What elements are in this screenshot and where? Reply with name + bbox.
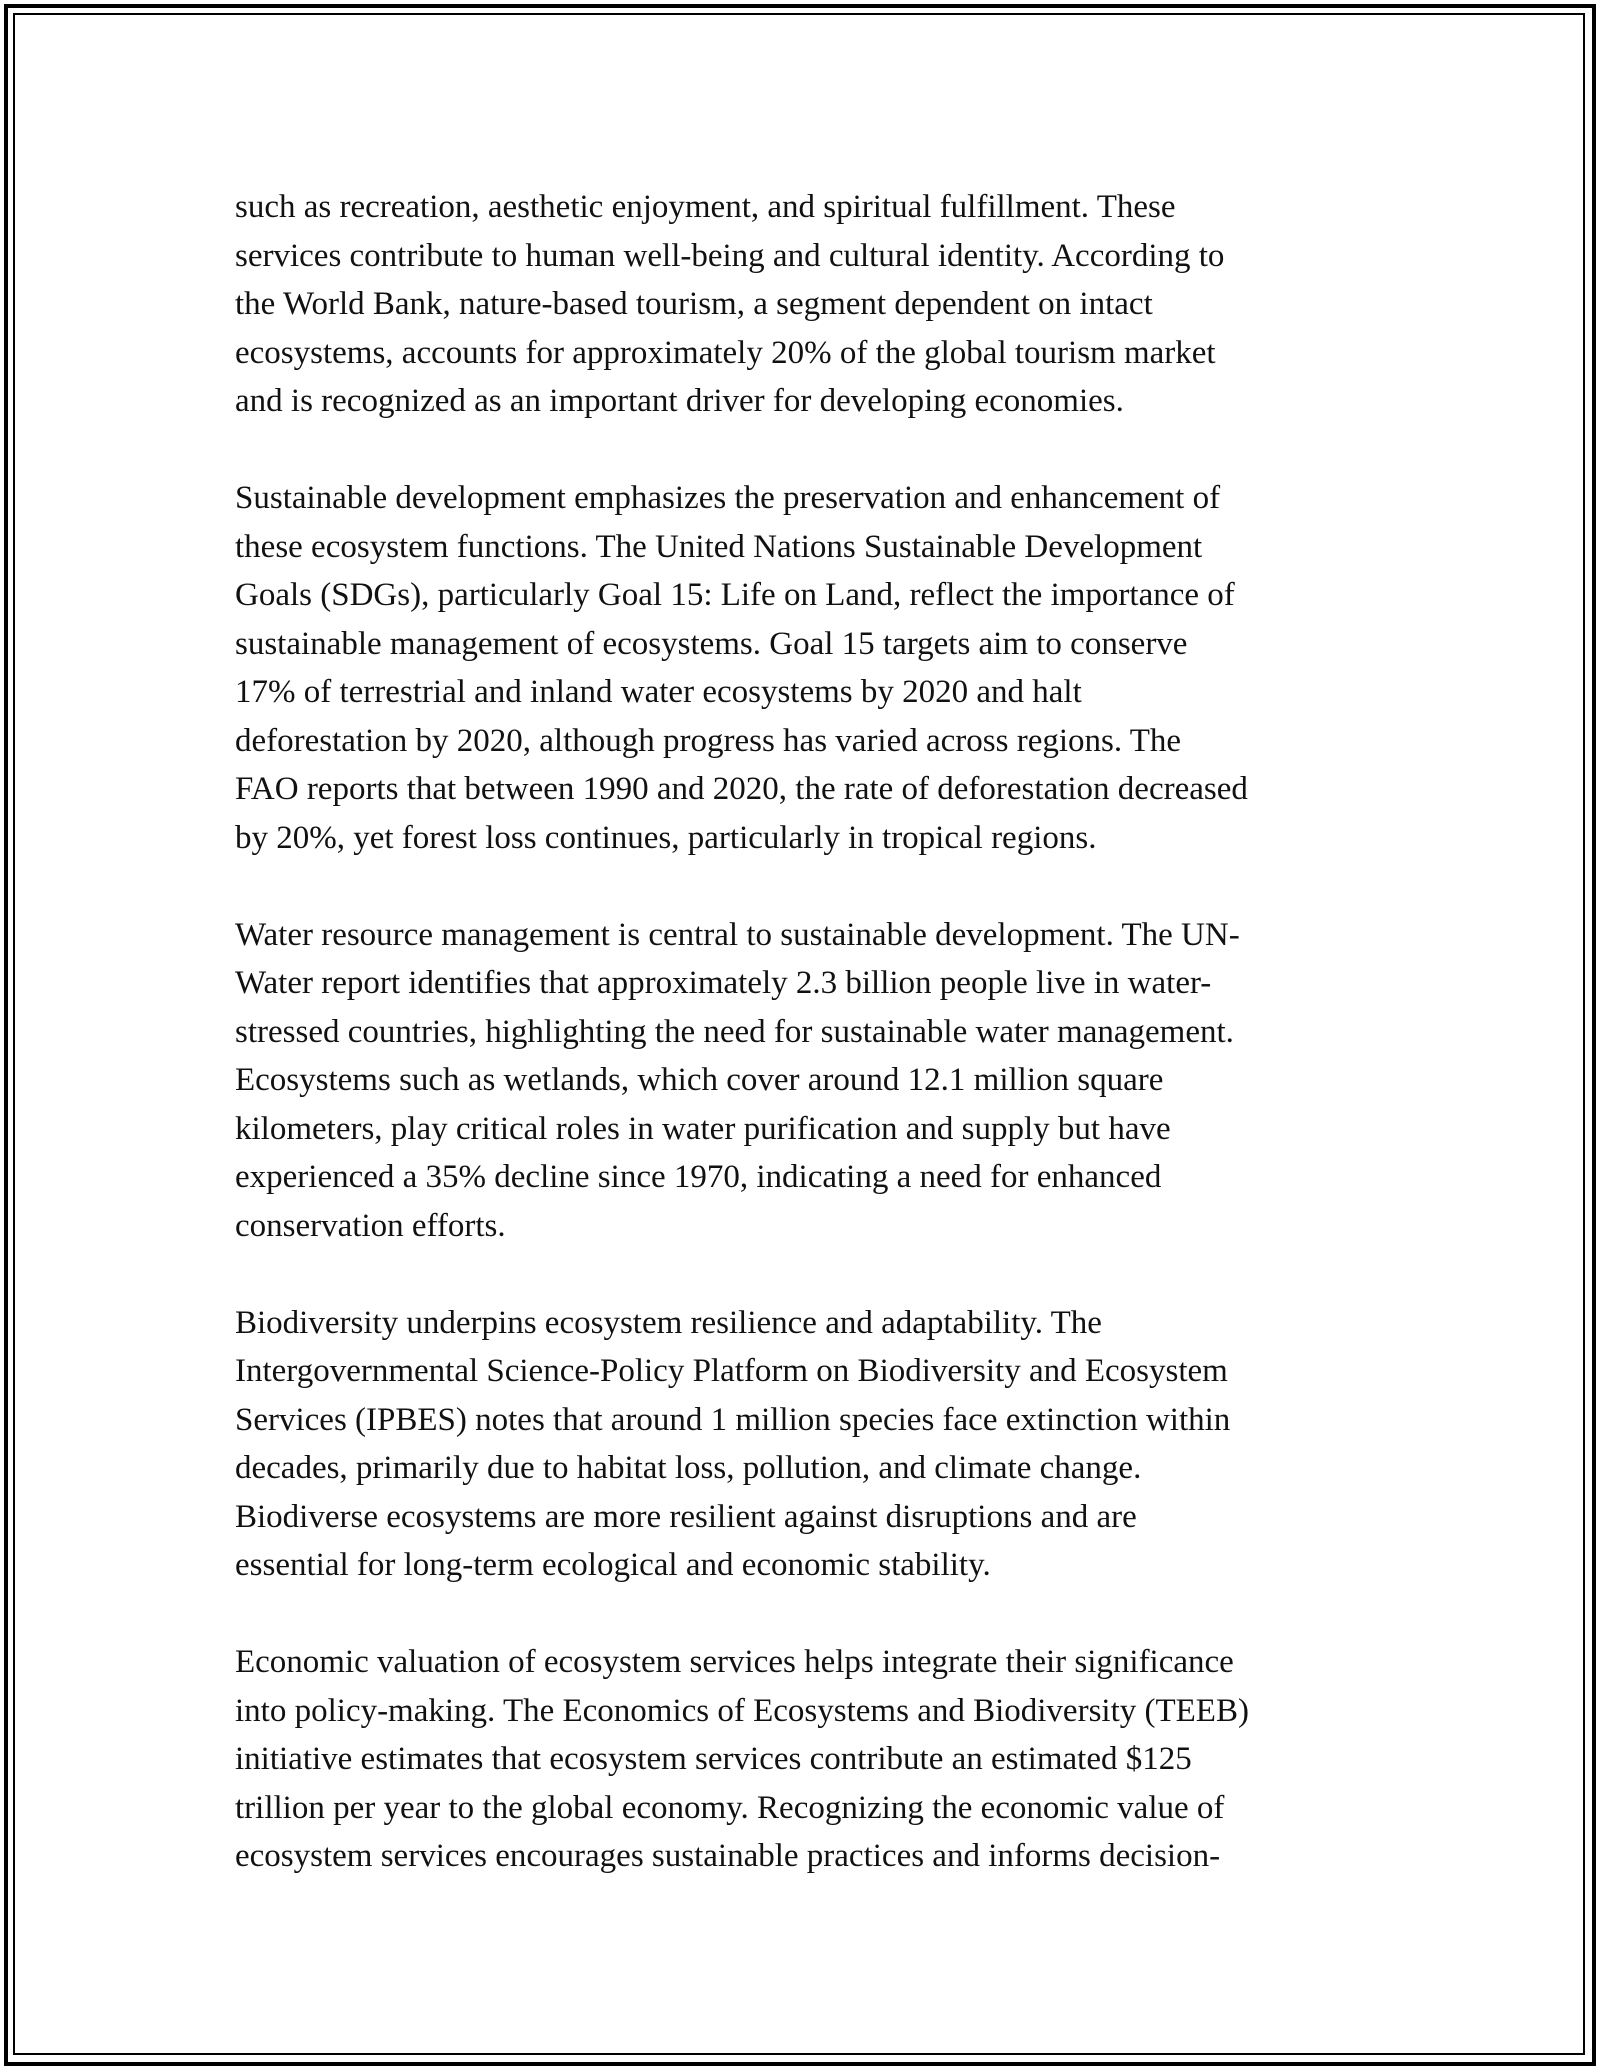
- text-line: Ecosystems such as wetlands, which cover around 12.1 million square: [235, 1062, 1164, 1098]
- text-line: into policy-making. The Economics of Ecosystems and Biodiversity (TEEB): [235, 1692, 1249, 1729]
- text-line: ecosystem services encourages sustainable practices and informs decision-: [235, 1838, 1221, 1874]
- text-line: trillion per year to the global economy. Recognizing the economic value of: [235, 1789, 1225, 1826]
- paragraph-economic-valuation: [235, 1638, 1395, 1881]
- paragraph-cultural-services: [235, 183, 1395, 426]
- text-line: Services (IPBES) notes that around 1 million species face extinction within: [235, 1401, 1231, 1438]
- text-line: these ecosystem functions. The United Nations Sustainable Development: [235, 528, 1203, 565]
- text-line: services contribute to human well-being and cultural identity. According to: [235, 237, 1225, 274]
- text-line: such as recreation, aesthetic enjoyment, and spiritual fulfillment. These: [235, 189, 1176, 225]
- text-line: Sustainable development emphasizes the preservation and enhancement of: [235, 480, 1221, 516]
- text-line: sustainable management of ecosystems. Goal 15 targets aim to conserve: [235, 625, 1188, 662]
- text-line: 17% of terrestrial and inland water ecosystems by 2020 and halt: [235, 674, 1082, 710]
- text-line: essential for long-term ecological and economic stability.: [235, 1547, 991, 1583]
- text-line: by 20%, yet forest loss continues, particularly in tropical regions.: [235, 819, 1097, 856]
- text-line: Intergovernmental Science-Policy Platform on Biodiversity and Ecosystem: [235, 1353, 1228, 1389]
- text-line: Biodiversity underpins ecosystem resilience and adaptability. The: [235, 1304, 1102, 1341]
- text-line: decades, primarily due to habitat loss, pollution, and climate change.: [235, 1450, 1142, 1486]
- text-line: Water resource management is central to sustainable development. The UN-: [235, 916, 1240, 953]
- text-line: conservation efforts.: [235, 1207, 506, 1244]
- text-line: ecosystems, accounts for approximately 20% of the global tourism market: [235, 334, 1216, 371]
- text-line: FAO reports that between 1990 and 2020, the rate of deforestation decreased: [235, 771, 1248, 807]
- text-line: initiative estimates that ecosystem services contribute an estimated $125: [235, 1741, 1192, 1777]
- document-body: [235, 183, 1395, 1929]
- text-line: and is recognized as an important driver for developing economies.: [235, 383, 1124, 419]
- text-line: deforestation by 2020, although progress has varied across regions. The: [235, 722, 1182, 759]
- paragraph-biodiversity: [235, 1299, 1395, 1590]
- text-line: the World Bank, nature-based tourism, a segment dependent on intact: [235, 286, 1153, 322]
- text-line: Economic valuation of ecosystem services helps integrate their significance: [235, 1644, 1234, 1680]
- text-line: kilometers, play critical roles in water purification and supply but have: [235, 1110, 1171, 1147]
- text-line: Goals (SDGs), particularly Goal 15: Life on Land, reflect the importance of: [235, 577, 1235, 613]
- text-line: Biodiverse ecosystems are more resilient against disruptions and are: [235, 1498, 1137, 1535]
- text-line: stressed countries, highlighting the need for sustainable water management.: [235, 1013, 1234, 1050]
- paragraph-water-management: [235, 911, 1395, 1251]
- text-line: Water report identifies that approximately 2.3 billion people live in water-: [235, 965, 1212, 1001]
- paragraph-sustainable-development: [235, 474, 1395, 862]
- text-line: experienced a 35% decline since 1970, indicating a need for enhanced: [235, 1159, 1162, 1195]
